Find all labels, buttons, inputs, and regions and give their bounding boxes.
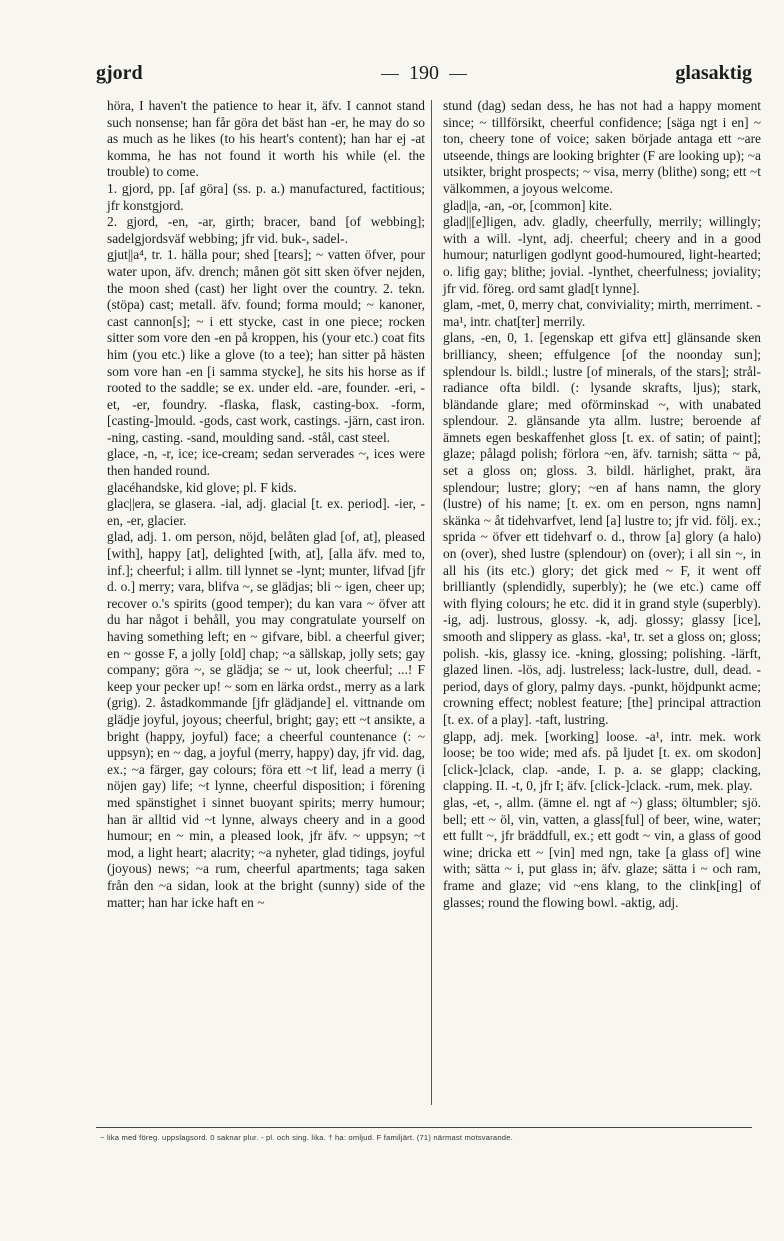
right-guide-word: glasaktig (675, 62, 752, 84)
dash-right (449, 74, 467, 75)
dictionary-entry: stund (dag) sedan dess, he has not had a happy moment since; ~ tillförsikt, cheerful confidence; [säga ngt i en] ~ ton, cheery tone of voice; saken började antaga ett ~are utseende, things are looking brighter (F are looking up); ~a utsikter, bright prospects; ~ visa, merry (blithe) song; ett ~t välkommen, a joyous welcome. (443, 98, 761, 196)
dictionary-entry: glans, -en, 0, 1. [egenskap ett gifva ett] glänsande sken brilliancy, sheen; effulgence [of the noonday sun]; splendour ls. bildl.; lustre [of minerals, of the stars]; strål- radiance ofta bildl. (: lysande skrafts, ljus); stark, bländande glare; med oförminskad ~, with unabated splendour. 2. glänsande yta allm. lustre; beroende af ämnets egen beskaffenhet gloss [t. ex. of satin; of paint]; glaze; pålagd polish; förlora ~en, äfv. tarnish; sätta ~ på, set a gloss on; gloss. 3. bildl. härlighet, prakt, ära splendour; lustre; glory; ~en af hans namn, the glory (lustre) of his name; [t. ex. om en person, ngns namn] skänka ~ åt tidehvarfvet, lend [a] lustre to; jfr vid. följ. ex.; sprida ~ öfver ett tidehvarf o. d., throw [a] glory (a halo) on (over), shed lustre (splendour) on (over); i all sin ~, in all his (its etc.) glory; det gick med ~ F, it went off brilliantly (splendidly, superbly); he (we etc.) came off with flying colours; he etc. did it in grand style (superbly). -ig, adj. lustrous, glossy. -k, adj. glossy; glassy [ice], smooth and slippery as glass. -ka¹, tr. set a gloss on; gloss; polish. -kis, glassy ice. -kning, glossing; polishing. -lärft, glazed linen. -lös, adj. lustreless; lack-lustre, dull, dead. -period, days of glory, palmy days. -punkt, höjdpunkt acme; crowning effect; noblest feature; [the] principal attraction [t. ex. of a play]. -taft, lustring. (443, 330, 761, 727)
left-guide-word: gjord (96, 62, 143, 84)
dictionary-entry: glace, -n, -r, ice; ice-cream; sedan serverades ~, ices were then handed round. (107, 446, 425, 479)
dictionary-entry: glam, -met, 0, merry chat, conviviality; mirth, merriment. -ma¹, intr. chat[ter] merrily. (443, 297, 761, 329)
right-column (443, 98, 761, 911)
dictionary-entry: glacéhandske, kid glove; pl. F kids. (107, 479, 297, 495)
dash-left (381, 74, 399, 75)
footer-rule (96, 1127, 752, 1128)
left-column (107, 98, 425, 911)
dictionary-entry: höra, I haven't the patience to hear it, äfv. I cannot stand such nonsense; han får göra det bäst han -er, he may do so as much as he likes (to his heart's content); han har ej -at komma, he has not found it worth his while (el. the trouble) to come. (107, 98, 425, 180)
dictionary-entry: glapp, adj. mek. [working] loose. -a¹, intr. mek. work loose; be too wide; med afs. på ljudet [t. ex. om skodon] [click-]clack, clap. -ande, I. p. a. se glapp; clacking, clapping. II. -t, 0, jfr I; äfv. [click-]clack. -rum, mek. play. (443, 728, 761, 794)
abbreviation-key: ~ lika med föreg. uppslagsord. 0 saknar plur. - pl. och sing. lika. † ha: omljud. F familjärt. (71) närmast motsvarande. (100, 1133, 513, 1142)
dictionary-entry: 2. gjord, -en, -ar, girth; bracer, band [of webbing]; sadelgjordsväf webbing; jfr vid. buk-, sadel-. (107, 214, 425, 246)
dictionary-entry: glac||era, se glasera. -ial, adj. glacial [t. ex. period]. -ier, -en, -er, glacier. (107, 496, 425, 528)
dictionary-entry: 1. gjord, pp. [af göra] (ss. p. a.) manufactured, factitious; jfr konstgjord. (107, 180, 425, 213)
page-header (96, 62, 752, 92)
column-divider (431, 100, 432, 1105)
dictionary-entry: glad, adj. 1. om person, nöjd, belåten glad [of, at], pleased [with], happy [at], delighted [with, at], [alla äfv. med to, inf.]; cheerful; i allm. till lynnet se -lynt; munter, lifvad [jfr d. o.] merry; vara, blifva ~, se glädjas; bli ~ igen, cheer up; recover o.'s spirits (good temper); du kan vara ~ öfver att du har något i behåll, you may congratulate yourself on having something left; en ~ gifvare, bibl. a cheerful giver; en ~ gosse F, a jolly [old] chap; ~a sällskap, jolly sets; gay company; göra ~, se glädja; se ~ ut, look cheerful; ...! F keep your pecker up! ~ som en lärka ordst., merry as a lark (grig). 2. åstadkommande [jfr glädjande] el. vittnande om glädje joyful, joyous; cheerful, bright; gay; ett ~t ansikte, a bright (happy, joyful) face; a cheerful countenance (: ~ uppsyn); en ~ dag, a joyful (merry, happy) day, jfr vid. dag, ex.; ~a färger, gay colours; föra ett ~t lif, lead a merry (i nöjen gay) life; ~t lynne, cheerful disposition; i förening med spänstighet i sinnet buoyant spirits; merry humour; han är alltid vid ~t lynne, always cheery and in a good humour; en ~ min, a pleased look, jfr äfv. ~ uppsyn; ~t mod, a light heart; alacrity; ~a nyheter, glad tidings, joyful (joyous) news; ~a rum, cheerful apartments; taga saken från den ~a sidan, look at the bright (sunny) side of the matter; han har icke haft en ~ (107, 529, 425, 910)
dictionary-entry: glas, -et, -, allm. (ämne el. ngt af ~) glass; öltumbler; sjö. bell; ett ~ öl, vin, vatten, a glass[ful] of beer, wine, water; ett fullt ~, jfr bräddfull, ex.; ett godt ~ vin, a glass of good wine; dricka ett ~ [vin] med ngn, take [a glass of] wine with; sätta ~ i, put glass in; äfv. glaze; sätta i ~ och ram, frame and glaze; vid ~ens klang, to the clink[ing] of glasses; round the flowing bowl. -aktig, adj. (443, 794, 761, 910)
page-number: 190 (409, 62, 439, 84)
dictionary-entry: glad||[e]ligen, adv. gladly, cheerfully, merrily; willingly; with a will. -lynt, adj. cheerful; cheery and in a good humour; naturligen godlynt good-humoured, light-hearted; o. lifig gay; blithe; jovial. -lynthet, cheerfulness; joviality; jfr vid. föreg. ord samt glad[t lynne]. (443, 214, 761, 296)
dictionary-entry: gjut||a⁴, tr. 1. hälla pour; shed [tears]; ~ vatten öfver, pour water upon, äfv. drench; månen göt sitt sken öfver nejden, the moon shed (cast) her light over the country. 2. tekn. (stöpa) cast; metall. äfv. found; forma mould; ~ kanoner, cast cannon[s]; ~ i ett stycke, cast in one piece; rocken sitter som vore den -en på kroppen, his (your etc.) coat fits him (you etc.) like a glove (to a tee); han sitter på hästen som vore han -en [i samma stycke], he sits his horse as if rooted to the saddle; se ex. under eld. -are, founder. -eri, -et, -er, foundry. -flaska, flask, casting-box. -form, [casting-]mould. -gods, cast work, castings. -järn, cast iron. -ning, casting. -sand, moulding sand. -stål, cast steel. (107, 247, 425, 445)
dictionary-entry: glad||a, -an, -or, [common] kite. (443, 197, 613, 213)
page-number-wrap (96, 62, 752, 85)
